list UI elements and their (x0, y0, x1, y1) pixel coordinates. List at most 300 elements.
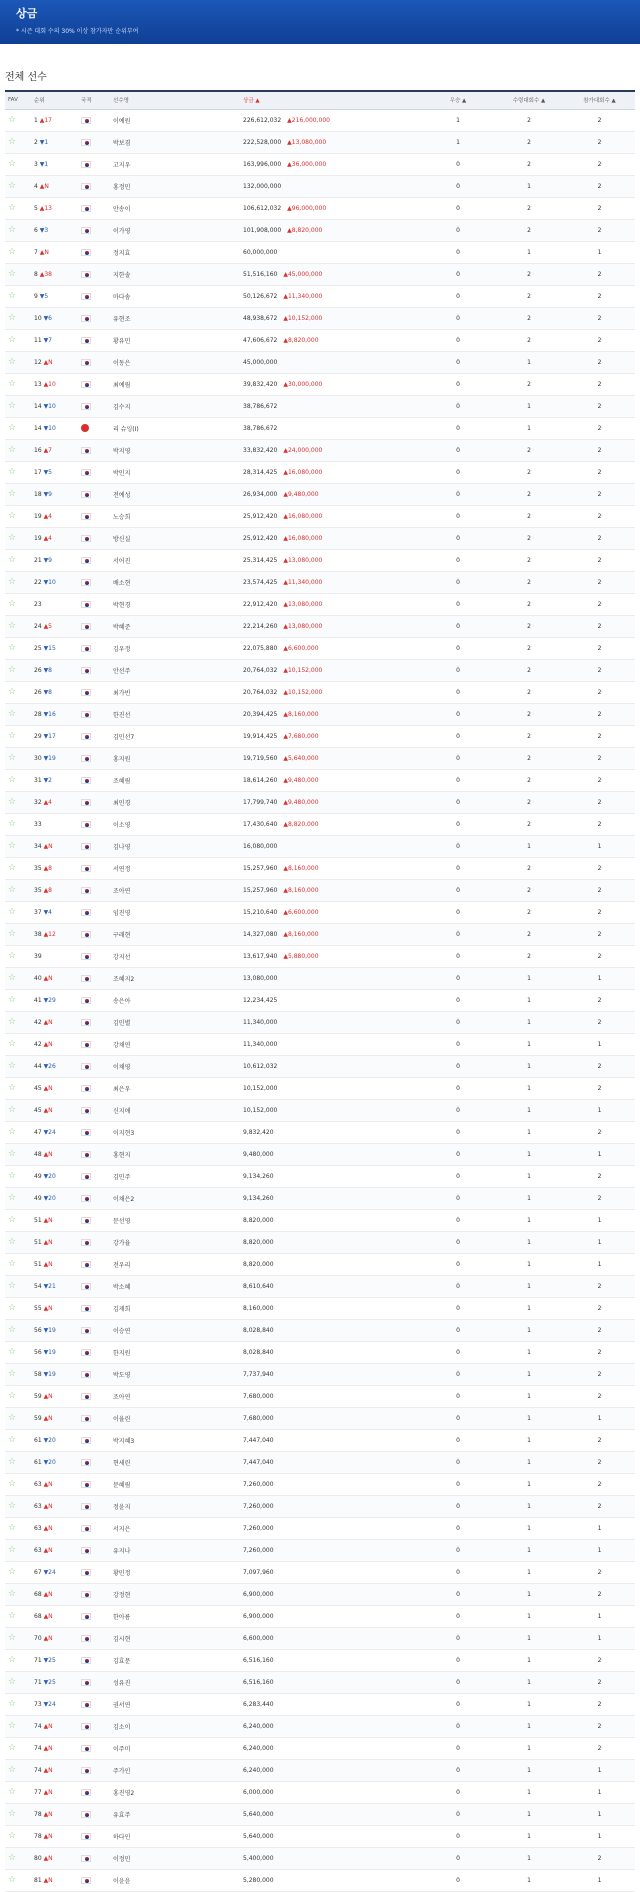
rank-change: ▼19 (43, 1370, 56, 1378)
player-name[interactable]: 정지효 (110, 241, 240, 263)
fav-star-icon[interactable]: ☆ (5, 1715, 31, 1737)
wins-cell: 0 (422, 1627, 494, 1649)
table-row[interactable] (5, 439, 635, 461)
fav-star-icon[interactable]: ☆ (5, 1495, 31, 1517)
table-row[interactable] (5, 769, 635, 791)
fav-star-icon[interactable]: ☆ (5, 505, 31, 527)
table-row[interactable] (5, 967, 635, 989)
fav-star-icon[interactable]: ☆ (5, 109, 31, 131)
prize-cell (240, 351, 422, 373)
rank-value: 74 (34, 1722, 42, 1730)
player-name[interactable]: 김우정 (110, 637, 240, 659)
player-name[interactable]: 유지나 (110, 1539, 240, 1561)
nation-cell (78, 307, 110, 329)
player-name[interactable]: 하다인 (110, 1825, 240, 1847)
entries-cell: 1 (494, 1319, 564, 1341)
played-cell: 2 (564, 461, 635, 483)
player-name[interactable]: 김효문 (110, 1649, 240, 1671)
table-row[interactable] (5, 329, 635, 351)
player-name[interactable]: 주가인 (110, 1759, 240, 1781)
table-row[interactable] (5, 791, 635, 813)
player-name[interactable]: 홍정민 (110, 175, 240, 197)
player-name[interactable]: 강가율 (110, 1231, 240, 1253)
fav-star-icon[interactable]: ☆ (5, 1781, 31, 1803)
player-name[interactable]: 이율린 (110, 1407, 240, 1429)
table-row[interactable] (5, 1429, 635, 1451)
nation-cell (78, 1143, 110, 1165)
table-row[interactable] (5, 1715, 635, 1737)
player-name[interactable]: 문선영 (110, 1209, 240, 1231)
table-row[interactable] (5, 1319, 635, 1341)
fav-star-icon[interactable]: ☆ (5, 131, 31, 153)
wins-cell: 0 (422, 879, 494, 901)
nation-cell (78, 1341, 110, 1363)
nation-cell (78, 769, 110, 791)
fav-star-icon[interactable]: ☆ (5, 593, 31, 615)
fav-star-icon[interactable]: ☆ (5, 1121, 31, 1143)
flag-korea-icon (81, 513, 91, 520)
fav-star-icon[interactable]: ☆ (5, 703, 31, 725)
player-name[interactable]: 박보겸 (110, 131, 240, 153)
player-name[interactable]: 최민경 (110, 791, 240, 813)
player-name[interactable]: 조아연 (110, 1385, 240, 1407)
prize-increase: ▲8,820,000 (283, 336, 319, 344)
fav-star-icon[interactable]: ☆ (5, 1627, 31, 1649)
player-name[interactable]: 김수지 (110, 395, 240, 417)
fav-star-icon[interactable]: ☆ (5, 1187, 31, 1209)
fav-star-icon[interactable]: ☆ (5, 967, 31, 989)
fav-star-icon[interactable]: ☆ (5, 1869, 31, 1891)
table-row[interactable] (5, 175, 635, 197)
fav-star-icon[interactable]: ☆ (5, 813, 31, 835)
player-name[interactable]: 박민지 (110, 461, 240, 483)
prize-value: 7,680,000 (243, 1392, 274, 1400)
player-name[interactable]: 유효주 (110, 1803, 240, 1825)
player-name[interactable]: 이주미 (110, 1737, 240, 1759)
prize-value: 6,240,000 (243, 1722, 274, 1730)
table-row[interactable] (5, 637, 635, 659)
fav-star-icon[interactable]: ☆ (5, 417, 31, 439)
table-row[interactable] (5, 1143, 635, 1165)
fav-star-icon[interactable]: ☆ (5, 1363, 31, 1385)
table-row[interactable] (5, 1121, 635, 1143)
fav-star-icon[interactable]: ☆ (5, 329, 31, 351)
table-row[interactable] (5, 1759, 635, 1781)
player-name[interactable]: 김나영 (110, 835, 240, 857)
table-row[interactable] (5, 703, 635, 725)
rank-value: 78 (34, 1832, 42, 1840)
fav-star-icon[interactable]: ☆ (5, 1011, 31, 1033)
fav-star-icon[interactable]: ☆ (5, 1055, 31, 1077)
fav-star-icon[interactable]: ☆ (5, 1297, 31, 1319)
fav-star-icon[interactable]: ☆ (5, 1385, 31, 1407)
fav-star-icon[interactable]: ☆ (5, 1649, 31, 1671)
table-row[interactable] (5, 1033, 635, 1055)
rank-cell (31, 1627, 78, 1649)
fav-star-icon[interactable]: ☆ (5, 527, 31, 549)
player-name[interactable]: 이지현3 (110, 1121, 240, 1143)
player-name[interactable]: 조혜림 (110, 769, 240, 791)
table-row[interactable] (5, 483, 635, 505)
fav-star-icon[interactable]: ☆ (5, 857, 31, 879)
fav-star-icon[interactable]: ☆ (5, 483, 31, 505)
table-row[interactable] (5, 945, 635, 967)
player-name[interactable]: 김민선7 (110, 725, 240, 747)
table-row[interactable] (5, 219, 635, 241)
table-row[interactable] (5, 395, 635, 417)
player-name[interactable]: 한아름 (110, 1605, 240, 1627)
table-row[interactable] (5, 1495, 635, 1517)
table-row[interactable] (5, 1517, 635, 1539)
fav-star-icon[interactable]: ☆ (5, 175, 31, 197)
fav-star-icon[interactable]: ☆ (5, 285, 31, 307)
table-row[interactable] (5, 1605, 635, 1627)
player-name[interactable]: 배소현 (110, 571, 240, 593)
player-name[interactable]: 방신실 (110, 527, 240, 549)
table-row[interactable] (5, 351, 635, 373)
player-name[interactable]: 김시현 (110, 1627, 240, 1649)
header-entries[interactable]: 수령대회수 ▲ (494, 91, 564, 109)
prize-increase: ▲8,160,000 (283, 864, 319, 872)
fav-star-icon[interactable]: ☆ (5, 835, 31, 857)
table-row[interactable] (5, 131, 635, 153)
player-name[interactable]: 이가영 (110, 219, 240, 241)
table-row[interactable] (5, 1341, 635, 1363)
table-row[interactable] (5, 1781, 635, 1803)
fav-star-icon[interactable]: ☆ (5, 263, 31, 285)
nation-cell (78, 681, 110, 703)
fav-star-icon[interactable]: ☆ (5, 1759, 31, 1781)
fav-star-icon[interactable]: ☆ (5, 791, 31, 813)
fav-star-icon[interactable]: ☆ (5, 461, 31, 483)
player-name[interactable]: 이소영 (110, 813, 240, 835)
table-row[interactable] (5, 263, 635, 285)
player-name[interactable]: 권서연 (110, 1693, 240, 1715)
table-row[interactable] (5, 549, 635, 571)
fav-star-icon[interactable]: ☆ (5, 989, 31, 1011)
rank-cell (31, 1693, 78, 1715)
fav-star-icon[interactable]: ☆ (5, 659, 31, 681)
prize-value: 7,097,960 (243, 1568, 274, 1576)
table-row[interactable] (5, 681, 635, 703)
table-row[interactable] (5, 593, 635, 615)
player-name[interactable]: 전예성 (110, 483, 240, 505)
fav-star-icon[interactable]: ☆ (5, 197, 31, 219)
fav-star-icon[interactable]: ☆ (5, 1671, 31, 1693)
played-cell: 2 (564, 945, 635, 967)
table-row[interactable] (5, 1209, 635, 1231)
table-row[interactable] (5, 307, 635, 329)
rank-value: 73 (34, 1700, 42, 1708)
fav-star-icon[interactable]: ☆ (5, 1143, 31, 1165)
table-row[interactable] (5, 197, 635, 219)
fav-star-icon[interactable]: ☆ (5, 1275, 31, 1297)
table-row[interactable] (5, 1385, 635, 1407)
table-row[interactable] (5, 461, 635, 483)
table-row[interactable] (5, 109, 635, 131)
player-name[interactable]: 한지원 (110, 1341, 240, 1363)
table-row[interactable] (5, 373, 635, 395)
player-name[interactable]: 구래현 (110, 923, 240, 945)
player-name[interactable]: 서연정 (110, 857, 240, 879)
fav-star-icon[interactable]: ☆ (5, 725, 31, 747)
player-name[interactable]: 마다솜 (110, 285, 240, 307)
rank-cell (31, 175, 78, 197)
entries-cell: 2 (494, 329, 564, 351)
player-name[interactable]: 임진영 (110, 901, 240, 923)
fav-star-icon[interactable]: ☆ (5, 1825, 31, 1847)
player-name[interactable]: 강채연 (110, 1033, 240, 1055)
fav-star-icon[interactable]: ☆ (5, 879, 31, 901)
flag-korea-icon (81, 447, 91, 454)
player-name[interactable]: 김재희 (110, 1297, 240, 1319)
table-row[interactable] (5, 901, 635, 923)
fav-star-icon[interactable]: ☆ (5, 219, 31, 241)
table-row[interactable] (5, 615, 635, 637)
player-name[interactable]: 최예림 (110, 373, 240, 395)
table-row[interactable] (5, 1055, 635, 1077)
player-name[interactable]: 강지선 (110, 945, 240, 967)
flag-korea-icon (81, 1261, 91, 1268)
table-row[interactable] (5, 1869, 635, 1891)
table-row[interactable] (5, 1847, 635, 1869)
table-row[interactable] (5, 1583, 635, 1605)
header-rank[interactable]: 순위 (31, 91, 78, 109)
fav-star-icon[interactable]: ☆ (5, 1693, 31, 1715)
player-name[interactable]: 홍지원 (110, 747, 240, 769)
played-cell: 2 (564, 1715, 635, 1737)
table-row[interactable] (5, 1803, 635, 1825)
table-row[interactable] (5, 285, 635, 307)
fav-star-icon[interactable]: ☆ (5, 439, 31, 461)
prize-value: 8,028,840 (243, 1326, 274, 1334)
fav-star-icon[interactable]: ☆ (5, 1539, 31, 1561)
fav-star-icon[interactable]: ☆ (5, 681, 31, 703)
table-row[interactable] (5, 1693, 635, 1715)
fav-star-icon[interactable]: ☆ (5, 1165, 31, 1187)
table-row[interactable] (5, 1363, 635, 1385)
table-row[interactable] (5, 879, 635, 901)
table-row[interactable] (5, 1275, 635, 1297)
prize-cell (240, 659, 422, 681)
player-name[interactable]: 성유진 (110, 1671, 240, 1693)
player-name[interactable]: 김소이 (110, 1715, 240, 1737)
player-name[interactable]: 현세린 (110, 1451, 240, 1473)
table-row[interactable] (5, 813, 635, 835)
prize-cell (240, 967, 422, 989)
player-name[interactable]: 홍현지 (110, 1143, 240, 1165)
table-row[interactable] (5, 527, 635, 549)
player-name[interactable]: 한진선 (110, 703, 240, 725)
rank-change: ▲N (43, 1788, 53, 1796)
table-row[interactable] (5, 1539, 635, 1561)
player-name[interactable]: 조아연 (110, 879, 240, 901)
fav-star-icon[interactable]: ☆ (5, 1033, 31, 1055)
player-name[interactable]: 박혜준 (110, 615, 240, 637)
header-prize[interactable]: 상금 ▲ (240, 91, 422, 109)
player-name[interactable]: 황민정 (110, 1561, 240, 1583)
played-cell: 2 (564, 571, 635, 593)
fav-star-icon[interactable]: ☆ (5, 1231, 31, 1253)
table-row[interactable] (5, 725, 635, 747)
prize-value: 17,430,640 (243, 820, 278, 828)
player-name[interactable]: 유현조 (110, 307, 240, 329)
nation-cell (78, 241, 110, 263)
player-name[interactable]: 이승연 (110, 1319, 240, 1341)
rank-cell (31, 879, 78, 901)
player-name[interactable]: 조혜지2 (110, 967, 240, 989)
player-name[interactable]: 홍진영2 (110, 1781, 240, 1803)
player-name[interactable]: 박지영 (110, 439, 240, 461)
fav-star-icon[interactable]: ☆ (5, 1473, 31, 1495)
player-name[interactable]: 노승희 (110, 505, 240, 527)
played-cell: 1 (564, 1033, 635, 1055)
fav-star-icon[interactable]: ☆ (5, 549, 31, 571)
fav-star-icon[interactable]: ☆ (5, 1077, 31, 1099)
player-name[interactable]: 이예원 (110, 109, 240, 131)
player-name[interactable]: 고지우 (110, 153, 240, 175)
player-name[interactable]: 정윤지 (110, 1495, 240, 1517)
table-row[interactable] (5, 835, 635, 857)
table-row[interactable] (5, 1099, 635, 1121)
fav-star-icon[interactable]: ☆ (5, 1319, 31, 1341)
table-row[interactable] (5, 1165, 635, 1187)
player-name[interactable]: 안선주 (110, 659, 240, 681)
player-name[interactable]: 전우리 (110, 1253, 240, 1275)
rank-cell (31, 395, 78, 417)
fav-star-icon[interactable]: ☆ (5, 1847, 31, 1869)
player-name[interactable]: 박현경 (110, 593, 240, 615)
fav-star-icon[interactable]: ☆ (5, 747, 31, 769)
player-name[interactable]: 이동은 (110, 351, 240, 373)
player-name[interactable]: 지한솔 (110, 263, 240, 285)
table-row[interactable] (5, 1627, 635, 1649)
table-row[interactable] (5, 1737, 635, 1759)
rank-cell (31, 945, 78, 967)
player-name[interactable]: 안송이 (110, 197, 240, 219)
player-name[interactable]: 김민별 (110, 1011, 240, 1033)
player-name[interactable]: 박도영 (110, 1363, 240, 1385)
table-row[interactable] (5, 747, 635, 769)
table-row[interactable] (5, 1825, 635, 1847)
player-name[interactable]: 강정현 (110, 1583, 240, 1605)
fav-star-icon[interactable]: ☆ (5, 1209, 31, 1231)
table-row[interactable] (5, 1011, 635, 1033)
table-row[interactable] (5, 923, 635, 945)
fav-star-icon[interactable]: ☆ (5, 571, 31, 593)
table-row[interactable] (5, 857, 635, 879)
table-row[interactable] (5, 1231, 635, 1253)
fav-star-icon[interactable]: ☆ (5, 395, 31, 417)
fav-star-icon[interactable]: ☆ (5, 615, 31, 637)
fav-star-icon[interactable]: ☆ (5, 1517, 31, 1539)
player-name[interactable]: 황유민 (110, 329, 240, 351)
prize-increase: ▲10,152,000 (283, 314, 323, 322)
fav-star-icon[interactable]: ☆ (5, 1253, 31, 1275)
table-row[interactable] (5, 1473, 635, 1495)
fav-star-icon[interactable]: ☆ (5, 901, 31, 923)
rank-value: 42 (34, 1018, 42, 1026)
table-row[interactable] (5, 153, 635, 175)
fav-star-icon[interactable]: ☆ (5, 1583, 31, 1605)
fav-star-icon[interactable]: ☆ (5, 373, 31, 395)
fav-star-icon[interactable]: ☆ (5, 153, 31, 175)
rank-change: ▼20 (43, 1194, 56, 1202)
fav-star-icon[interactable]: ☆ (5, 923, 31, 945)
table-row[interactable] (5, 989, 635, 1011)
table-row[interactable] (5, 1407, 635, 1429)
fav-star-icon[interactable]: ☆ (5, 1605, 31, 1627)
fav-star-icon[interactable]: ☆ (5, 945, 31, 967)
fav-star-icon[interactable]: ☆ (5, 1451, 31, 1473)
player-name[interactable]: 서어진 (110, 549, 240, 571)
player-name[interactable]: 신지애 (110, 1099, 240, 1121)
header-played[interactable]: 참가대회수 ▲ (564, 91, 635, 109)
player-name[interactable]: 최은우 (110, 1077, 240, 1099)
player-name[interactable]: 최가빈 (110, 681, 240, 703)
rank-cell (31, 593, 78, 615)
fav-star-icon[interactable]: ☆ (5, 307, 31, 329)
table-row[interactable] (5, 1187, 635, 1209)
player-name[interactable]: 박소혜 (110, 1275, 240, 1297)
fav-star-icon[interactable]: ☆ (5, 241, 31, 263)
player-name[interactable]: 이윤윤 (110, 1869, 240, 1891)
fav-star-icon[interactable]: ☆ (5, 637, 31, 659)
table-row[interactable] (5, 241, 635, 263)
table-row[interactable] (5, 1451, 635, 1473)
fav-star-icon[interactable]: ☆ (5, 1429, 31, 1451)
player-name[interactable]: 박지혜3 (110, 1429, 240, 1451)
player-name[interactable]: 김민주 (110, 1165, 240, 1187)
rank-cell (31, 219, 78, 241)
fav-star-icon[interactable]: ☆ (5, 351, 31, 373)
player-name[interactable]: 이정민 (110, 1847, 240, 1869)
fav-star-icon[interactable]: ☆ (5, 1341, 31, 1363)
player-name[interactable]: 서지은 (110, 1517, 240, 1539)
player-name[interactable]: 송은아 (110, 989, 240, 1011)
table-row[interactable] (5, 571, 635, 593)
header-wins[interactable]: 우승 ▲ (422, 91, 494, 109)
player-name[interactable]: 리 슈잉(I) (110, 417, 240, 439)
player-name[interactable]: 이채영 (110, 1055, 240, 1077)
nation-cell (78, 879, 110, 901)
player-name[interactable]: 이채은2 (110, 1187, 240, 1209)
table-row[interactable] (5, 1561, 635, 1583)
fav-star-icon[interactable]: ☆ (5, 1737, 31, 1759)
table-row[interactable] (5, 659, 635, 681)
table-row[interactable] (5, 1253, 635, 1275)
fav-star-icon[interactable]: ☆ (5, 1099, 31, 1121)
nation-cell (78, 1671, 110, 1693)
table-row[interactable] (5, 417, 635, 439)
fav-star-icon[interactable]: ☆ (5, 1407, 31, 1429)
fav-star-icon[interactable]: ☆ (5, 769, 31, 791)
player-name[interactable]: 문혜림 (110, 1473, 240, 1495)
table-row[interactable] (5, 505, 635, 527)
fav-star-icon[interactable]: ☆ (5, 1561, 31, 1583)
rank-change: ▲N (43, 1832, 53, 1840)
entries-cell: 2 (494, 637, 564, 659)
table-row[interactable] (5, 1649, 635, 1671)
table-row[interactable] (5, 1077, 635, 1099)
table-row[interactable] (5, 1297, 635, 1319)
prize-value: 10,152,000 (243, 1084, 278, 1092)
entries-cell: 1 (494, 1561, 564, 1583)
fav-star-icon[interactable]: ☆ (5, 1803, 31, 1825)
flag-korea-icon (81, 1613, 91, 1620)
table-row[interactable] (5, 1671, 635, 1693)
rank-value: 9 (34, 292, 38, 300)
